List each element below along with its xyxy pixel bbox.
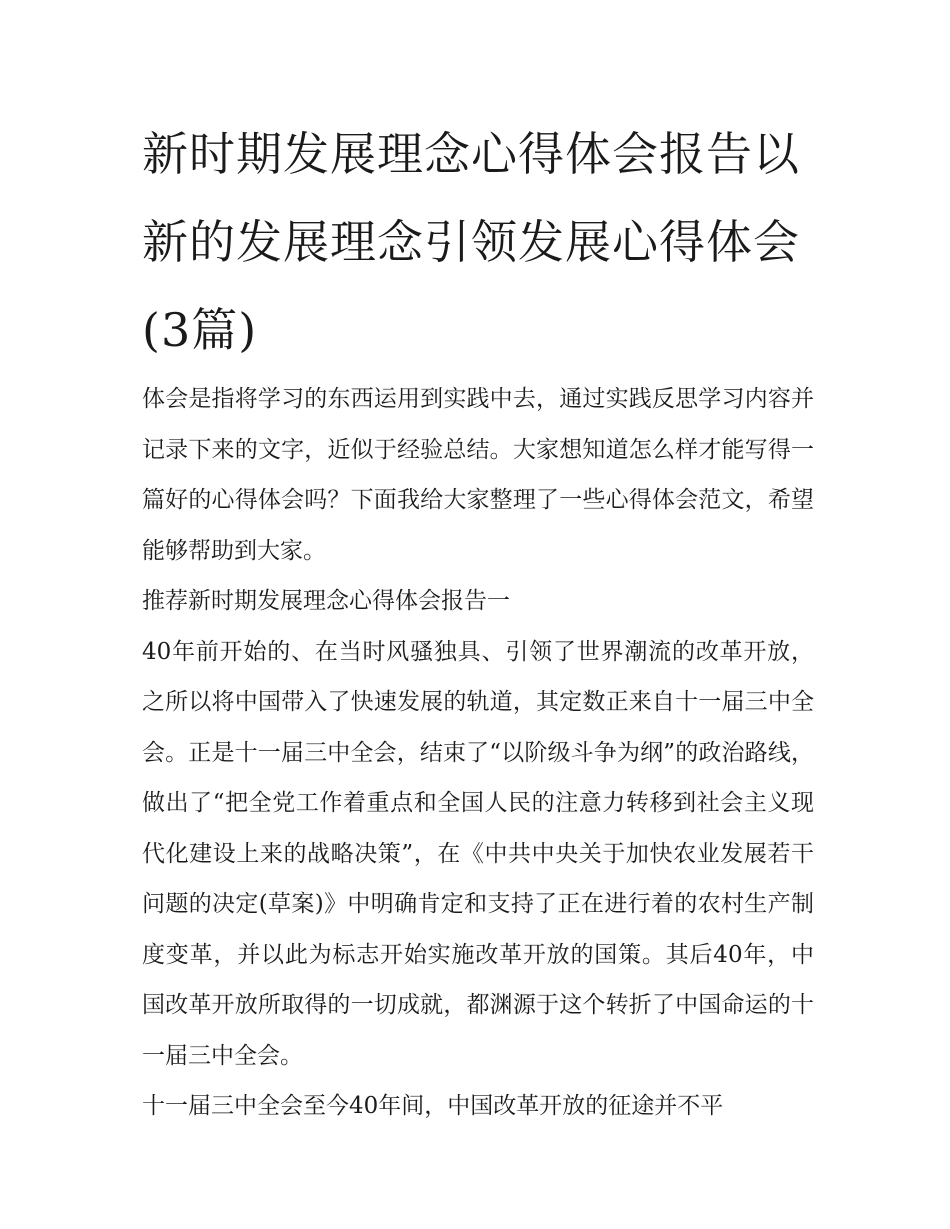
body-paragraph-2: 十一届三中全会至今40年间，中国改革开放的征途并不平 bbox=[142, 1093, 724, 1119]
document-page bbox=[142, 110, 814, 1132]
section-heading: 推荐新时期发展理念心得体会报告一 bbox=[142, 588, 510, 614]
body-paragraph-1: 40年前开始的、在当时风骚独具、引领了世界潮流的改革开放，之所以将中国带入了快速发展的轨道，其定数正来自十一届三中全会。正是十一届三中全会，结束了“以阶级斗争为纲”的政治路线，做出了“把全党工作着重点和全国人民的注意力转移到社会主义现代化建设上来的战略决策”，在《中共中央关于加快农业发展若干问题的决定(草案)》中明确肯定和支持了正在进行着的农村生产制度变革，并以此为标志开始实施改革开放的国策。其后40年，中国改革开放所取得的一切成就，都渊源于这个转折了中国命运的十一届三中全会。 bbox=[142, 638, 814, 1069]
intro-paragraph: 体会是指将学习的东西运用到实践中去，通过实践反思学习内容并记录下来的文字，近似于经验总结。大家想知道怎么样才能写得一篇好的心得体会吗？下面我给大家整理了一些心得体会范文，希望能够帮助到大家。 bbox=[142, 386, 814, 564]
document-title: 新时期发展理念心得体会报告以新的发展理念引领发展心得体会(3篇) bbox=[142, 127, 800, 357]
